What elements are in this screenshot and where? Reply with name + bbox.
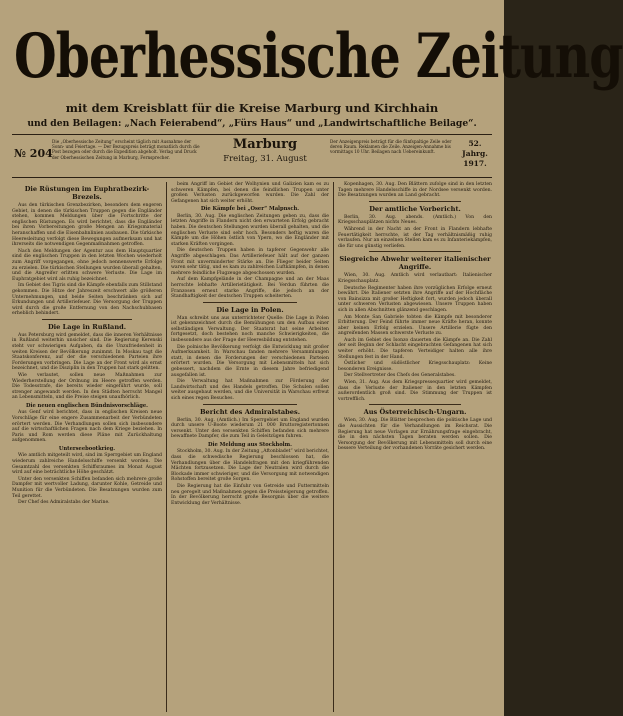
article-heading: Aus Österreichisch-Ungarn. [363,408,467,417]
article-paragraph: Im Gebiet des Tigris sind die Kämpfe ebenfalls zum Stillstand gekommen. Die Hitze der Jahreszeit erschwert alle größeren Unternehmungen, und beide Seiten beschränken sich auf Erkundungen und Artilleriefeuer. Die Versorgung der Truppen wird durch die große Entfernung von den Nachschubbasen erheblich behindert. [12,283,162,317]
article-paragraph: Am Monte San Gabriele tobten die Kämpfe mit besonderer Erbitterung. Der Feind führte immer neue Kräfte heran, konnte aber keinen Erfolg erzielen. Unsere Artillerie fügte den angreifenden Massen schwerste Verluste zu. [338,314,492,337]
article-subheading: Die Kämpfe bei „Oser“ Malpnsch. [200,206,300,213]
article-subheading: Die neuen englischen Bündnisvorschläge. [25,403,148,409]
article-paragraph: Die Verwaltung hat Maßnahmen zur Förderung der Landwirtschaft und des Handels getroffen. Die Schulen sollen weiter ausgebaut werden, und die Universität in Warschau erfreut sich eines regen Besuches. [171,379,329,401]
article-heading: Die Lage in Rußland. [47,322,127,331]
article-paragraph: Deutsche Regimenter haben ihre vorzüglichen Erfolge erneut bewährt. Die Italiener setzten ihre Angriffe auf der Hochfläche von Bainsizza mit großer Heftigkeit fort, wurden jedoch überall unter schweren Verlusten abgewiesen. Unsere Truppen haben sich in allen Abschnitten glänzend geschlagen. [338,285,492,313]
advertising-info: Der Anzeigenpreis beträgt für die fünfspaltige Zeile oder deren Raum. Reklamen die Zeile. Anzeigen-Annahme bis vormittags 10 Uhr. Beilagen nach Uebereinkunft. [330,139,452,155]
article-paragraph: Aus Genf wird berichtet, dass in englischen Kreisen neue Vorschläge für eine engere Zusammenarbeit der Verbündeten erörtert werden. Die Verhandlungen sollen sich insbesondere auf die wirtschaftlichen Fragen nach dem Kriege beziehen. In Paris und Rom werden diese Pläne mit Zurückhaltung aufgenommen. [12,410,162,444]
article-paragraph: Kopenhagen, 30. Aug. Den Blättern zufolge sind in den letzten Tagen mehrere Handelsschiffe in der Nordsee versenkt worden. Die Besatzungen wurden an Land gebracht. [338,182,492,199]
article-signature: Der Chef des Admiralstabs der Marine. [18,500,110,506]
article-paragraph: Wie verlautet, sollen neue Maßnahmen zur Wiederherstellung der Ordnung im Heere getroffen werden. Die Todesstrafe, die bereits wieder eingeführt wurde, soll strenger angewandt werden. In den Städten herrscht Mangel an Lebensmitteln, und die Preise steigen unaufhörlich. [12,373,162,401]
column-divider [166,182,167,712]
volume-year [458,139,492,169]
subscription-info: Die „Oberhessische Zeitung“ erscheint täglich mit Ausnahme der Sonn- und Feiertage. — Der Bezugspreis beträgt monatlich durch die Post bezogen oder durch die Expedition abgeholt. Verlag und Druck der Oberhessischen Zeitung in Marburg, Fernsprecher. [52,139,200,160]
article-subheading: Die Meldung aus Stockholm. [208,441,292,448]
article-paragraph: Man schreibt uns aus unterrichteter Quelle: Die Lage in Polen ist gekennzeichnet durch die Bemühungen um den Aufbau einer selbständigen Verwaltung. Der Staatsrat hat seine Arbeiten fortgesetzt, doch bestehen noch manche Schwierigkeiten, die insbesondere aus der Frage der Heeresbildung entstehen. [171,315,329,344]
article-paragraph: Berlin, 30. Aug. abends. (Amtlich.) Von den Kriegsschauplätzen nichts Neues. [338,214,492,226]
article-separator [203,404,298,405]
masthead-tagline: mit dem Kreisblatt für die Kreise Marburg und Kirchhain [65,101,439,115]
article-heading: Die Rüstungen im Euphratbezirk-Brezels. [24,185,150,201]
masthead-supplements: und den Beilagen: „Nach Feierabend“, „Fürs Haus“ und „Landwirtschaftliche Beilage“. [27,118,477,129]
article-separator [369,251,461,252]
article-paragraph: Wien, 30. Aug. Amtlich wird verlautbart: Italienischer Kriegsschauplatz. [338,273,492,284]
masthead-rule-bottom [12,177,492,178]
masthead-rule-top [12,134,492,135]
article-paragraph: Stockholm, 30. Aug. In der Zeitung „Aftonbladet“ wird berichtet, dass die schwedische Regierung beschlossen hat, die Verhandlungen über die Handelsfragen mit den kriegführenden Mächten fortzusetzen. Die Lage der Neutralen wird durch die Blockade immer schwieriger, und die Versorgung mit notwendigen Rohstoffen bereitet große Sorgen. [171,449,329,483]
article-signature: Der Stellvertreter des Chefs des Generalstabes. [344,373,456,379]
article-heading: Die Lage in Polen. [216,305,284,314]
article-paragraph: Die deutschen Truppen haben in tapferer Gegenwehr alle Angriffe abgeschlagen. Das Artilleriefeuer hält auf der ganzen Front mit unverminderter Stärke an. Die Flieger beider Seiten waren sehr tätig, und es kam zu zahlreichen Luftkämpfen, in denen mehrere feindliche Flugzeuge abgeschossen wurden. [171,248,329,276]
article-paragraph: Wien, 31. Aug. Aus dem Kriegspressequartier wird gemeldet, dass die Verluste der Italiener in den letzten Kämpfen außerordentlich groß sind. Die Stimmung der Truppen ist vortrefflich. [338,380,492,402]
article-paragraph: Während in der Nacht an der Front in Flandern lebhafte Feuertätigkeit herrschte, ist der Tag verhältnismäßig ruhig verlaufen. Nur an einzelnen Stellen kam es zu Infanteriekämpfen, die für uns günstig verliefen. [338,226,492,249]
article-paragraph: Auf dem Kampfgelände in der Champagne und an der Maas herrschte lebhafte Artillerietätigkeit. Bei Verdun führten die Franzosen erneut starke Angriffe, die jedoch an der Standhaftigkeit der deutschen Truppen scheiterten. [171,277,329,300]
article-paragraph: Östlicher und südöstlicher Kriegsschauplatz: Keine besonderen Ereignisse. [338,361,492,372]
article-separator [203,302,298,303]
article-heading: Bericht des Admiralstabes. [199,407,300,416]
article-paragraph: Auch im Gebiet des Isonzo dauerten die Kämpfe an. Die Zahl der seit Beginn der Schlacht eingebrachten Gefangenen hat sich weiter erhöht. Die tapferen Verteidiger halten alle ihre Stellungen fest in der Hand. [338,337,492,360]
article-paragraph: Wie amtlich mitgeteilt wird, sind im Sperrgebiet um England wiederum zahlreiche Handelsschiffe versenkt worden. Die Gesamtzahl des versenkten Schiffsraumes im Monat August wird auf eine beträchtliche Höhe geschätzt. [12,453,162,476]
article-separator [369,201,461,202]
article-paragraph: Die Regierung hat die Einfuhr von Getreide und Futtermitteln neu geregelt und Maßnahmen gegen die Preissteigerung getroffen. In der Bevölkerung herrscht große Besorgnis über die weitere Entwicklung der Verhältnisse. [171,483,329,506]
article-separator [42,319,132,320]
column-left [12,182,162,712]
article-paragraph: beim Angriff im Gebiet der Wolhynien und Galizien kam es zu schweren Kämpfen, bei denen die feindlichen Truppen unter großen Verlusten zurückgeworfen wurden. Die Zahl der Gefangenen hat sich weiter erhöht. [171,182,329,204]
article-paragraph: Wien, 30. Aug. Die Blätter besprechen die politische Lage und die Aussichten für die Verhandlungen im Reichsrat. Die Regierung hat neue Vorlagen zur Ernährungsfrage eingebracht, die in den nächsten Tagen beraten werden sollen. Die Versorgung der Bevölkerung mit Lebensmitteln soll durch eine bessere Verteilung der vorhandenen Vorräte gesichert werden. [338,418,492,452]
article-separator [369,404,461,405]
article-paragraph: Aus Petersburg wird gemeldet, dass die inneren Verhältnisse in Rußland weiterhin unsicher sind. Die Regierung Kerenski steht vor schwierigen Aufgaben, da die Unzufriedenheit in weiten Kreisen der Bevölkerung zunimmt. In Moskau tagt die Staatskonferenz, auf der die verschiedenen Parteien ihre Forderungen vorbringen. Die Lage an der Front wird als ernst bezeichnet, und die Disziplin in den Truppen hat stark gelitten. [12,332,162,372]
article-subheading: Unterseebootkrieg. [58,445,116,452]
article-paragraph: Aus den türkischen Grenzbezirken, besonders dem engeren Gebiet, in denen die türkischen Truppen gegen die Engländer stehen, kommen Meldungen über die Fortschritte der englischen Rüstungen. Es wird berichtet, dass die Engländer bei ihren Vorbereitungen große Mengen an Kriegsmaterial heranschaffen und die Eisenbahnlinien ausbauen. Die türkische Heeresleitung verfolgt diese Bewegungen aufmerksam und hat ihrerseits die notwendigen Gegenmaßnahmen getroffen. [12,203,162,248]
issue-date: Freitag, 31. August [223,154,307,164]
article-paragraph: Unter den versenkten Schiffen befanden sich mehrere große Dampfer mit wertvoller Ladung, darunter Kohle, Getreide und Munition für die Verbündeten. Die Besatzungen wurden zum Teil gerettet. [12,476,162,499]
issue-place: Marburg [232,137,298,152]
volume-label: 52. Jahrg. [462,139,488,158]
article-paragraph: Die polnische Bevölkerung verfolgt die Entwicklung mit großer Aufmerksamkeit. In Warschau fanden mehrere Versammlungen statt, in denen die Forderungen der verschiedenen Parteien erörtert wurden. Die Versorgung mit Lebensmitteln hat sich gebessert, nachdem die Ernte in diesem Jahre befriedigend ausgefallen ist. [171,344,329,378]
masthead-title: Oberhessische Zeitung [14,19,623,92]
article-paragraph: Berlin, 30. Aug. Die englischen Zeitungen geben zu, dass die letzten Angriffe in Flandern nicht den erwarteten Erfolg gebracht haben. Die deutschen Stellungen wurden überall gehalten, und die englischen Verluste sind sehr hoch. Besonders heftig waren die Kämpfe um die Höhen östlich von Ypern, wo die Engländer mit starken Kräften vorgingen. [171,213,329,247]
issue-number: № 204 [14,147,53,160]
issue-info-bar [12,137,492,175]
year-value: 1917. [463,159,487,168]
article-heading: Siegreiche Abwehr weiterer italienischer Angriffe. [339,255,491,272]
article-paragraph: Berlin, 30. Aug. (Amtlich.) Im Sperrgebiet um England wurden durch unsere U-Boote wiederum 21 000 Bruttoregistertonnen versenkt. Unter den versenkten Schiffen befanden sich mehrere bewaffnete Dampfer, die zum Teil in Geleitzügen fuhren. [171,417,329,440]
column-middle [171,182,329,712]
column-divider [333,182,334,712]
article-heading: Der amtliche Vorbericht. [369,204,461,213]
article-paragraph: Nach den Meldungen der Agentur aus dem Hauptquartier sind die englischen Truppen in den letzten Wochen wiederholt zum Angriff vorgegangen, ohne jedoch nennenswerte Erfolge zu erzielen. Die türkischen Stellungen wurden überall gehalten, und die Angreifer erlitten schwere Verluste. Die Lage im Euphratgebiet wird als ruhig bezeichnet. [12,248,162,282]
column-right [338,182,492,712]
